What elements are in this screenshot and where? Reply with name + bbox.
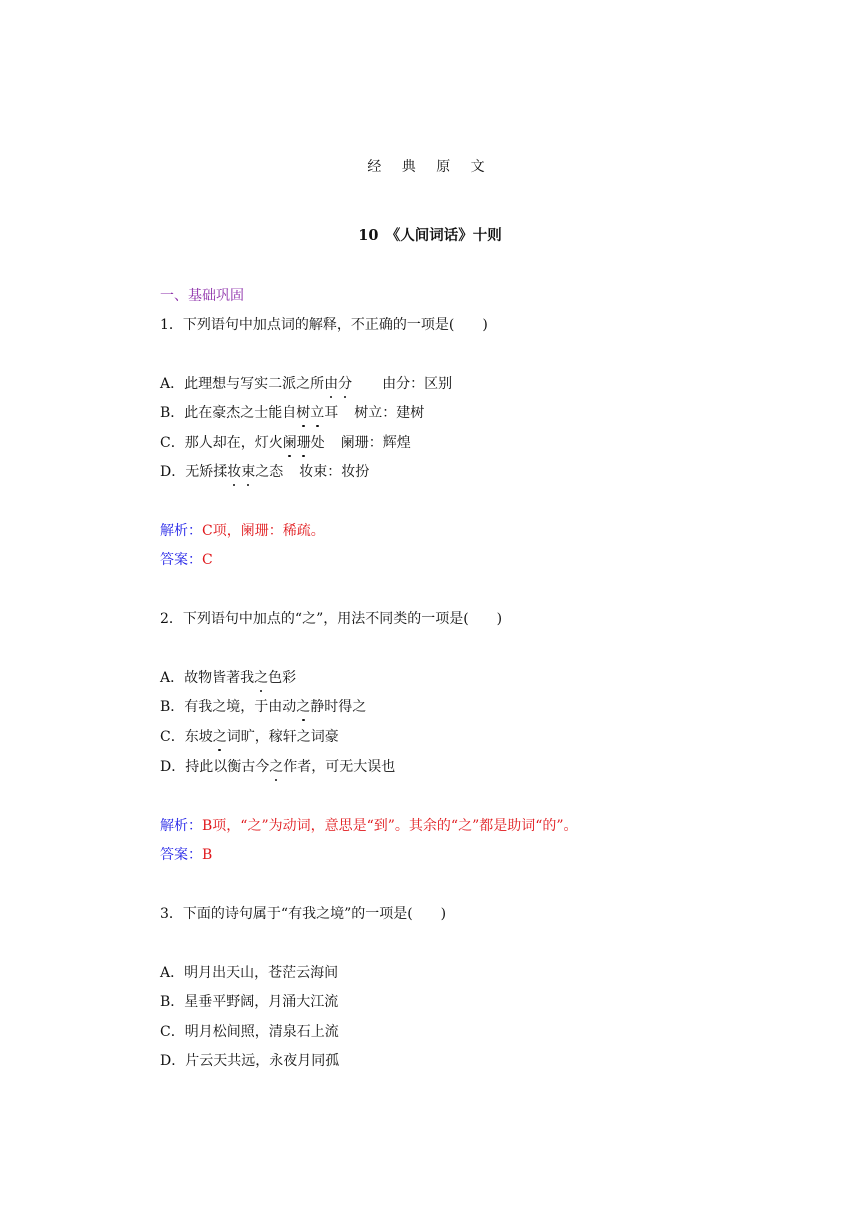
dotted-char: 束 bbox=[241, 464, 256, 480]
question-3-option-a: A．明月出天山，苍茫云海间 bbox=[160, 965, 339, 981]
question-2-option-c: C．东坡之词旷，稼轩之词豪 bbox=[160, 729, 339, 745]
dotted-char: 树 bbox=[296, 405, 311, 421]
dotted-char: 之 bbox=[212, 729, 227, 745]
question-1-analysis: 解析：C项，阑珊：稀疏。 bbox=[160, 523, 325, 539]
dotted-char: 立 bbox=[310, 405, 325, 421]
question-2-analysis: 解析：B项，“之”为动词，意思是“到”。其余的“之”都是助词“的”。 bbox=[160, 818, 578, 834]
dotted-char: 之 bbox=[269, 759, 284, 775]
question-1-option-c: C．那人却在，灯火阑珊处 阑珊：辉煌 bbox=[160, 435, 411, 451]
question-1-option-d: D．无矫揉妆束之态 妆束：妆扮 bbox=[160, 464, 370, 480]
question-1-option-a: A．此理想与写实二派之所由分 由分：区别 bbox=[160, 376, 453, 392]
question-2-option-b: B．有我之境，于由动之静时得之 bbox=[160, 699, 367, 715]
lesson-title: 10 《人间词话》十则 bbox=[358, 227, 502, 244]
question-2-answer: 答案：B bbox=[160, 847, 213, 863]
question-1-stem: 1．下列语句中加点词的解释，不正确的一项是( ) bbox=[160, 317, 488, 333]
dotted-char: 之 bbox=[296, 699, 311, 715]
question-2-option-a: A．故物皆著我之色彩 bbox=[160, 670, 297, 686]
question-1-answer: 答案：C bbox=[160, 552, 213, 568]
question-2-option-d: D．持此以衡古今之作者，可无大误也 bbox=[160, 759, 396, 775]
section-heading: 一、基础巩固 bbox=[160, 288, 244, 304]
question-3-option-b: B．星垂平野阔，月涌大江流 bbox=[160, 994, 339, 1010]
dotted-char: 之 bbox=[254, 670, 269, 686]
dotted-char: 由 bbox=[324, 376, 339, 392]
document-heading: 经 典 原 文 bbox=[367, 159, 493, 175]
dotted-char: 分 bbox=[338, 376, 353, 392]
question-3-stem: 3．下面的诗句属于“有我之境”的一项是( ) bbox=[160, 906, 447, 922]
dotted-char: 珊 bbox=[296, 435, 311, 451]
question-3-option-d: D．片云天共远，永夜月同孤 bbox=[160, 1053, 340, 1069]
question-1-option-b: B．此在豪杰之士能自树立耳 树立：建树 bbox=[160, 405, 425, 421]
question-3-option-c: C．明月松间照，清泉石上流 bbox=[160, 1024, 339, 1040]
question-2-stem: 2．下列语句中加点的“之”，用法不同类的一项是( ) bbox=[160, 611, 503, 627]
dotted-char: 阑 bbox=[282, 435, 297, 451]
dotted-char: 妆 bbox=[227, 464, 242, 480]
